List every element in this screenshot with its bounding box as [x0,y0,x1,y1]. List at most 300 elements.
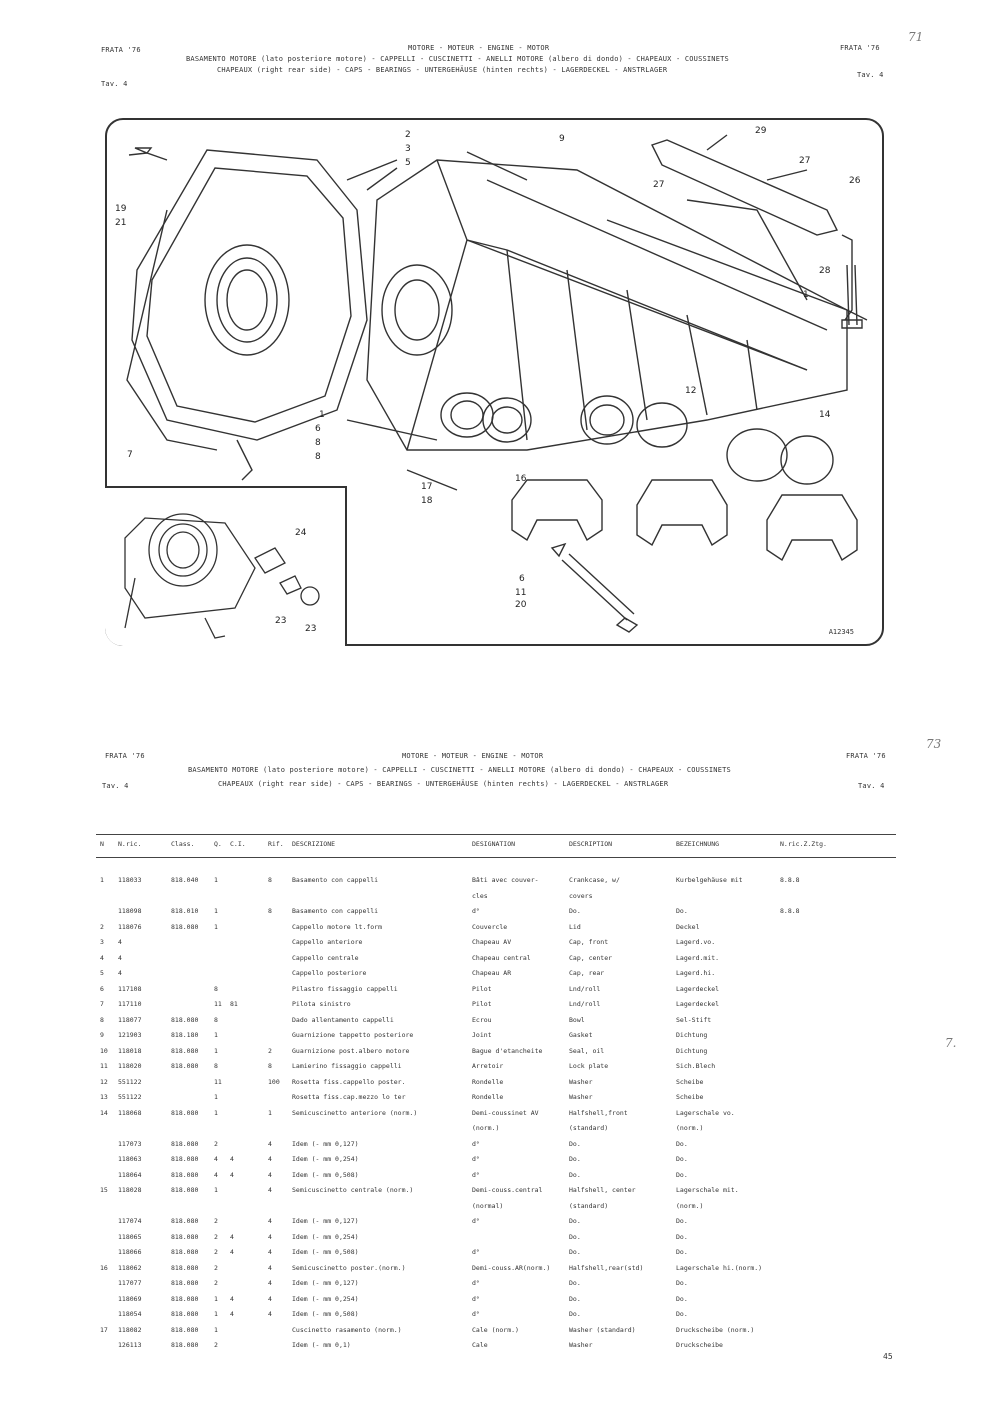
cell-bezeichnung: Lagerd.hi. [676,969,716,977]
cell-description: Cap, center [569,953,613,962]
cell-bezeichnung: Dichtung [676,1031,708,1039]
callout-8b: 8 [315,452,321,462]
cell-descrizione: Lamierino fissaggio cappelli [292,1062,402,1070]
cell-description: Do. [569,1310,581,1318]
col-qty: Q. [214,840,222,848]
cell-description: Do. [569,1232,581,1241]
exploded-diagram [105,118,884,646]
cell-class: 818.080 [171,1046,199,1055]
cell-part-no: 118018 [118,1046,142,1055]
cell-item-no: 1 [100,876,104,884]
cell-class: 818.010 [171,907,199,915]
cell-descrizione: Semicuscinetto poster.(norm.) [292,1263,406,1272]
cell-bezeichnung: Do. [676,1232,688,1241]
top-right-sub: Tav. 4 [857,71,884,79]
cell-class: 818.080 [171,1186,199,1194]
cell-description: Washer [569,1341,593,1349]
page-number: 45 [883,1352,893,1361]
table-row [96,965,896,981]
cell-qty: 1 [214,876,218,884]
cell-description: (standard) [569,1124,609,1132]
cell-ci: 4 [230,1232,234,1241]
cell-bezeichnung: Scheibe [676,1093,704,1101]
cell-description: Cap, front [569,938,609,946]
bottom-title-line1: MOTORE - MOTEUR - ENGINE - MOTOR [402,752,544,760]
cell-qty: 1 [214,1108,218,1117]
cell-rif: 2 [268,1046,272,1055]
table-row [96,903,896,919]
cell-bezeichnung: (norm.) [676,1124,704,1132]
callout-14: 14 [819,410,831,420]
callout-3: 3 [405,144,411,154]
table-row [96,1275,896,1291]
cell-part-no: 126113 [118,1341,142,1349]
table-row [96,888,896,904]
table-row [96,1182,896,1198]
callout-27a: 27 [799,156,811,166]
cell-rif: 4 [268,1248,272,1256]
cell-designation: Rondelle [472,1093,504,1101]
cell-description: Bowl [569,1015,585,1024]
cell-descrizione: Cappello anteriore [292,938,363,946]
inset-callout-24: 24 [295,528,307,538]
bottom-title-line3: CHAPEAUX (right rear side) - CAPS - BEARINGS - UNTERGEHÄUSE (hinten rechts) - LAGERDECKEL - ANSTRLAGER [218,780,669,788]
cell-description: Halfshell,rear(std) [569,1263,644,1272]
cell-designation: Bague d'etancheite [472,1046,543,1055]
col-ci: C.I. [230,840,246,848]
cell-designation: Demi-couss.central [472,1186,543,1194]
cell-class: 818.080 [171,1279,199,1287]
cell-description: Lock plate [569,1062,609,1070]
cell-rif: 4 [268,1310,272,1318]
cell-bezeichnung: Lagerd.vo. [676,938,716,946]
cell-part-no: 118062 [118,1263,142,1272]
table-row [96,1136,896,1152]
cell-descrizione: Pilastro fissaggio cappelli [292,984,398,993]
cell-designation: Demi-coussinet AV [472,1108,539,1117]
cell-designation: Couvercle [472,922,508,931]
bottom-title-line2: BASAMENTO MOTORE (lato posteriore motore) - CAPPELLI - CUSCINETTI - ANELLI MOTORE (albero di dondo) - CHAPEAUX - COUSSINETS [188,766,731,774]
callout-19: 19 [115,204,127,214]
cell-part-no: 118082 [118,1325,142,1334]
top-right-code: FRATA '76 [840,44,880,52]
cell-bezeichnung: Druckscheibe (norm.) [676,1325,755,1334]
table-row [96,981,896,997]
cell-bezeichnung: Do. [676,1139,688,1148]
callout-16: 16 [515,474,527,484]
cell-designation: Chapeau AV [472,938,512,946]
callout-21: 21 [115,218,127,228]
col-designation: DESIGNATION [472,840,516,848]
cell-ci: 4 [230,1155,234,1163]
cell-part-no: 118066 [118,1248,142,1256]
cell-class: 818.080 [171,1170,199,1179]
cell-designation: Cale [472,1341,488,1349]
cell-qty: 4 [214,1155,218,1163]
cell-rif: 8 [268,1062,272,1070]
callout-7: 7 [127,450,133,460]
table-row [96,1229,896,1245]
cell-description: Lnd/roll [569,984,601,993]
inset-callout-23b: 23 [305,624,317,634]
cell-bezeichnung: Deckel [676,922,700,931]
cell-class: 818.080 [171,922,199,931]
cell-description: Do. [569,1294,581,1303]
cell-descrizione: Idem (- mm 0,127) [292,1139,359,1148]
cell-part-no: 118076 [118,922,142,931]
cell-part-no: 117073 [118,1139,142,1148]
cell-designation: d° [472,1248,480,1256]
cell-bezeichnung: Lagerdeckel [676,1000,720,1008]
cell-qty: 2 [214,1263,218,1272]
cell-bezeichnung: Lagerschale mit. [676,1186,739,1194]
bottom-right-code: FRATA '76 [846,752,886,760]
cell-bezeichnung: Druckscheibe [676,1341,723,1349]
side-mark: 7. [945,1036,957,1050]
cell-descrizione: Pilota sinistro [292,1000,351,1008]
cell-descrizione: Cuscinetto rasamento (norm.) [292,1325,402,1334]
cell-part-no: 117108 [118,984,142,993]
cell-part-no: 118098 [118,907,142,915]
cell-descrizione: Guarnizione tappetto posteriore [292,1031,414,1039]
cell-part-no: 118063 [118,1155,142,1163]
callout-2: 2 [405,130,411,140]
cell-bezeichnung: Do. [676,1217,688,1225]
cell-ref-z: 8.8.8 [780,876,800,884]
cell-descrizione: Semicuscinetto centrale (norm.) [292,1186,414,1194]
cell-descrizione: Idem (- mm 0,1) [292,1341,351,1349]
cell-description: Lnd/roll [569,1000,601,1008]
cell-description: Gasket [569,1031,593,1039]
cell-bezeichnung: Lagerdeckel [676,984,720,993]
cell-part-no: 121903 [118,1031,142,1039]
cell-item-no: 6 [100,984,104,993]
table-row [96,1120,896,1136]
cell-description: Do. [569,907,581,915]
cell-qty: 8 [214,984,218,993]
callout-5: 5 [405,158,411,168]
cell-part-no: 117074 [118,1217,142,1225]
inset-detail [105,486,347,646]
cell-descrizione: Idem (- mm 0,508) [292,1310,359,1318]
cell-designation: Demi-couss.AR(norm.) [472,1263,551,1272]
cell-item-no: 13 [100,1093,108,1101]
drawing-code: A12345 [828,628,854,636]
cell-description: Lid [569,922,581,931]
table-row [96,1027,896,1043]
top-title-line2: BASAMENTO MOTORE (lato posteriore motore) - CAPPELLI - CUSCINETTI - ANELLI MOTORE (albero di dondo) - CHAPEAUX - COUSSINETS [186,55,729,63]
table-row [96,1012,896,1028]
cell-class: 818.080 [171,1015,199,1024]
cell-part-no: 4 [118,953,122,962]
cell-qty: 1 [214,1046,218,1055]
cell-designation: d° [472,1155,480,1163]
cell-part-no: 4 [118,969,122,977]
cell-descrizione: Idem (- mm 0,254) [292,1155,359,1163]
cell-description: Seal, oil [569,1046,605,1055]
inset-callout-23a: 23 [275,616,287,626]
callout-11: 11 [515,588,527,598]
table-row [96,1198,896,1214]
cell-part-no: 118077 [118,1015,142,1024]
cell-descrizione: Guarnizione post.albero motore [292,1046,410,1055]
callout-1-right: 1 [803,290,809,300]
cell-item-no: 15 [100,1186,108,1194]
cell-designation: Chapeau AR [472,969,512,977]
cell-part-no: 551122 [118,1077,142,1086]
cell-description: Washer [569,1077,593,1086]
col-rif: Rif. [268,840,284,848]
cell-descrizione: Cappello centrale [292,953,359,962]
cell-qty: 2 [214,1217,218,1225]
cell-qty: 1 [214,1310,218,1318]
cell-description: Do. [569,1139,581,1148]
cell-bezeichnung: Lagerschale vo. [676,1108,735,1117]
cell-designation: Arretoir [472,1062,504,1070]
cell-part-no: 551122 [118,1093,142,1101]
cell-designation: Joint [472,1031,492,1039]
cell-designation: Pilot [472,1000,492,1008]
cell-description: Washer [569,1093,593,1101]
cell-descrizione: Basamento con cappelli [292,876,379,884]
table-row [96,1291,896,1307]
cell-description: Do. [569,1279,581,1287]
table-row [96,1043,896,1059]
cell-description: Do. [569,1170,581,1179]
cell-bezeichnung: Do. [676,1155,688,1163]
cell-bezeichnung: Sich.Blech [676,1062,716,1070]
table-row [96,934,896,950]
table-row [96,1151,896,1167]
cell-qty: 4 [214,1170,218,1179]
cell-qty: 2 [214,1248,218,1256]
cell-qty: 11 [214,1000,222,1008]
table-row [96,919,896,935]
cell-qty: 1 [214,1093,218,1101]
cell-part-no: 118033 [118,876,142,884]
cell-rif: 4 [268,1263,272,1272]
cell-rif: 4 [268,1186,272,1194]
cell-class: 818.080 [171,1062,199,1070]
cell-designation: d° [472,1217,480,1225]
cell-bezeichnung: Do. [676,1248,688,1256]
cell-part-no: 117077 [118,1279,142,1287]
cell-ci: 81 [230,1000,238,1008]
cell-descrizione: Idem (- mm 0,127) [292,1217,359,1225]
cell-qty: 2 [214,1139,218,1148]
cell-bezeichnung: Kurbelgehäuse mit [676,876,743,884]
cell-descrizione: Cappello posteriore [292,969,367,977]
table-row [96,1337,896,1353]
cell-designation: Ecrou [472,1015,492,1024]
callout-6: 6 [315,424,321,434]
col-description: DESCRIPTION [569,840,613,848]
cell-rif: 4 [268,1217,272,1225]
cell-class: 818.080 [171,1263,199,1272]
cell-part-no: 117110 [118,1000,142,1008]
callout-27b: 27 [653,180,665,190]
cell-part-no: 118028 [118,1186,142,1194]
cell-description: (standard) [569,1201,609,1210]
cell-rif: 4 [268,1170,272,1179]
cell-class: 818.080 [171,1139,199,1148]
table-row [96,950,896,966]
cell-class: 818.080 [171,1294,199,1303]
table-row [96,1089,896,1105]
cell-item-no: 12 [100,1077,108,1086]
callout-20: 20 [515,600,527,610]
cell-ci: 4 [230,1310,234,1318]
cell-descrizione: Cappello motore lt.form [292,922,383,931]
cell-qty: 1 [214,907,218,915]
callout-8a: 8 [315,438,321,448]
cell-qty: 1 [214,1031,218,1039]
cell-qty: 1 [214,922,218,931]
cell-item-no: 10 [100,1046,108,1055]
top-left-code: FRATA '76 [101,46,141,54]
cell-part-no: 118054 [118,1310,142,1318]
cell-bezeichnung: Do. [676,1294,688,1303]
cell-description: Do. [569,1248,581,1256]
cell-qty: 2 [214,1279,218,1287]
cell-item-no: 4 [100,953,104,962]
bottom-left-code: FRATA '76 [105,752,145,760]
callout-9: 9 [559,134,565,144]
cell-class: 818.080 [171,1248,199,1256]
table-row [96,1244,896,1260]
cell-designation: (norm.) [472,1124,500,1132]
cell-class: 818.080 [171,1341,199,1349]
inset-seal-illustration [105,488,345,646]
col-bezeichnung: BEZEICHNUNG [676,840,720,848]
table-row [96,1306,896,1322]
table-row [96,872,896,888]
top-left-sub: Tav. 4 [101,80,128,88]
table-row [96,1058,896,1074]
col-class: Class. [171,840,195,848]
col-descrizione: DESCRIZIONE [292,840,336,848]
cell-item-no: 14 [100,1108,108,1117]
cell-item-no: 7 [100,1000,104,1008]
cell-item-no: 16 [100,1263,108,1272]
cell-qty: 2 [214,1341,218,1349]
cell-designation: d° [472,1170,480,1179]
col-ref: N.ric. [118,840,142,848]
cell-rif: 4 [268,1139,272,1148]
cell-qty: 8 [214,1062,218,1070]
cell-description: Cap, rear [569,969,605,977]
callout-26: 26 [849,176,861,186]
cell-part-no: 118065 [118,1232,142,1241]
cell-description: Do. [569,1155,581,1163]
callout-6-bottom: 6 [519,574,525,584]
cell-class: 818.040 [171,876,199,884]
cell-part-no: 118020 [118,1062,142,1070]
table-row [96,1260,896,1276]
cell-item-no: 3 [100,938,104,946]
cell-rif: 8 [268,876,272,884]
cell-bezeichnung: Sel-Stift [676,1015,712,1024]
cell-rif: 100 [268,1077,280,1086]
callout-1-left: 1 [319,410,325,420]
cell-item-no: 5 [100,969,104,977]
cell-bezeichnung: Lagerd.mit. [676,953,720,962]
cell-class: 818.080 [171,1108,199,1117]
cell-ref-z: 8.8.8 [780,907,800,915]
cell-descrizione: Idem (- mm 0,254) [292,1294,359,1303]
cell-bezeichnung: (norm.) [676,1201,704,1210]
callout-29: 29 [755,126,767,136]
cell-rif: 4 [268,1155,272,1163]
cell-designation: Cale (norm.) [472,1325,519,1334]
table-row [96,1074,896,1090]
cell-item-no: 2 [100,922,104,931]
cell-designation: d° [472,907,480,915]
callout-18: 18 [421,496,433,506]
cell-part-no: 118069 [118,1294,142,1303]
cell-item-no: 8 [100,1015,104,1024]
cell-description: Halfshell, center [569,1186,636,1194]
cell-bezeichnung: Scheibe [676,1077,704,1086]
cell-description: Do. [569,1217,581,1225]
cell-ci: 4 [230,1248,234,1256]
cell-qty: 11 [214,1077,222,1086]
cell-class: 818.180 [171,1031,199,1039]
bottom-corner-mark: 73 [926,737,942,751]
cell-rif: 4 [268,1279,272,1287]
cell-bezeichnung: Do. [676,1170,688,1179]
top-sheet-header [0,38,1000,98]
cell-qty: 1 [214,1294,218,1303]
bottom-sheet-header [0,744,1000,804]
callout-28: 28 [819,266,831,276]
bottom-left-sub: Tav. 4 [102,782,129,790]
cell-descrizione: Semicuscinetto anteriore (norm.) [292,1108,418,1117]
col-ref-z: N.ric.Z.Ztg. [780,840,827,848]
cell-descrizione: Rosetta fiss.cappello poster. [292,1077,406,1086]
cell-description: covers [569,891,593,900]
cell-bezeichnung: Do. [676,907,688,915]
cell-item-no: 17 [100,1325,108,1334]
table-row [96,996,896,1012]
cell-bezeichnung: Dichtung [676,1046,708,1055]
cell-description: Crankcase, w/ [569,876,620,884]
cell-designation: Chapeau central [472,953,531,962]
cell-qty: 2 [214,1232,218,1241]
cell-descrizione: Basamento con cappelli [292,907,379,915]
cell-designation: (normal) [472,1201,504,1210]
cell-bezeichnung: Lagerschale hi.(norm.) [676,1263,763,1272]
cell-descrizione: Idem (- mm 0,508) [292,1248,359,1256]
cell-qty: 1 [214,1186,218,1194]
cell-qty: 1 [214,1325,218,1334]
cell-descrizione: Idem (- mm 0,127) [292,1279,359,1287]
cell-descrizione: Idem (- mm 0,254) [292,1232,359,1241]
top-corner-mark: 71 [908,30,924,44]
cell-descrizione: Idem (- mm 0,508) [292,1170,359,1179]
top-title-line3: CHAPEAUX (right rear side) - CAPS - BEARINGS - UNTERGEHÄUSE (hinten rechts) - LAGERDECKEL - ANSTRLAGER [217,66,668,74]
cell-ci: 4 [230,1294,234,1303]
parts-table-body [96,872,896,1353]
col-n: N [100,840,104,848]
cell-item-no: 9 [100,1031,104,1039]
cell-class: 818.080 [171,1232,199,1241]
cell-rif: 4 [268,1294,272,1303]
cell-designation: Rondelle [472,1077,504,1086]
cell-descrizione: Rosetta fiss.cap.mezzo lo ter [292,1093,406,1101]
cell-ci: 4 [230,1170,234,1179]
cell-rif: 1 [268,1108,272,1117]
